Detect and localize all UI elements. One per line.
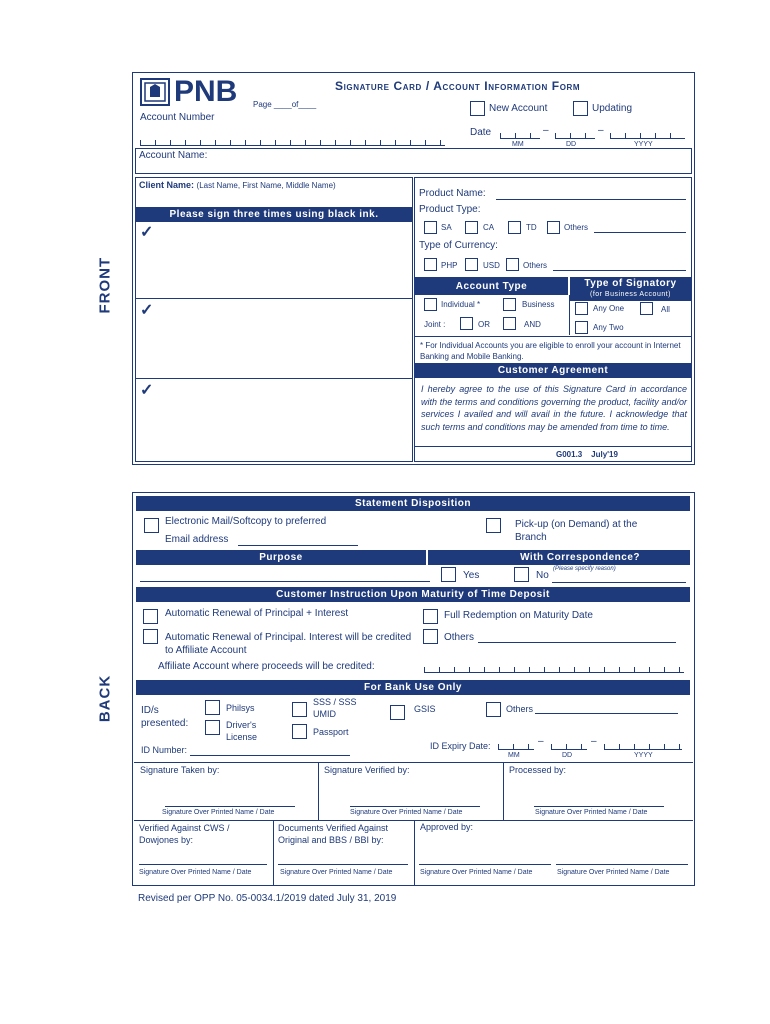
id-expiry-dd-field[interactable]: [551, 744, 587, 750]
revision-note: Revised per OPP No. 05-0034.1/2019 dated July 31, 2019: [138, 893, 397, 904]
signature-verified-label: Signature Verified by:: [324, 765, 410, 775]
signature-1-check-icon: ✓: [140, 224, 154, 241]
currency-php-checkbox[interactable]: [424, 258, 437, 271]
affiliate-account-label: Affiliate Account where proceeds will be credited:: [158, 661, 375, 672]
philsys-label: Philsys: [226, 703, 255, 713]
processed-by-label: Processed by:: [509, 765, 567, 775]
new-account-checkbox[interactable]: [470, 101, 485, 116]
joint-and-label: AND: [524, 320, 541, 329]
approved-caption-1: Signature Over Printed Name / Date: [420, 869, 533, 876]
maturity-others-checkbox[interactable]: [423, 629, 438, 644]
joint-label: Joint :: [424, 320, 446, 329]
docs-verified-label: Documents Verified Against Original and BBS / BBI by:: [278, 823, 389, 845]
auto-renewal-checkbox[interactable]: [143, 609, 158, 624]
processed-line[interactable]: [534, 806, 664, 807]
id-expiry-dash: –: [538, 736, 544, 747]
docs-caption: Signature Over Printed Name / Date: [280, 869, 393, 876]
statement-disposition-header: Statement Disposition: [136, 496, 690, 511]
date-dd-caption: DD: [566, 141, 577, 148]
docs-line[interactable]: [278, 864, 408, 865]
pnb-logo-text: PNB: [174, 75, 238, 108]
correspondence-header: With Correspondence?: [428, 550, 690, 565]
sig-verified-line[interactable]: [350, 806, 480, 807]
id-expiry-yyyy-caption: YYYY: [634, 752, 653, 759]
date-dd-field[interactable]: [555, 133, 595, 139]
form-code: G001.3 July'19: [556, 450, 618, 459]
approved-by-label: Approved by:: [420, 822, 474, 832]
id-expiry-dash: –: [591, 736, 597, 747]
account-type-divider: [415, 336, 691, 337]
maturity-others-label: Others: [444, 632, 475, 643]
product-name-field[interactable]: [496, 199, 686, 200]
account-name-label: Account Name:: [139, 150, 208, 161]
maturity-others-field[interactable]: [478, 642, 676, 643]
email-address-field[interactable]: [238, 545, 358, 546]
id-expiry-dd-caption: DD: [562, 752, 573, 759]
form-title: Signature Card / Account Information Form: [335, 79, 581, 93]
signature-2-check-icon: ✓: [140, 302, 154, 319]
id-expiry-label: ID Expiry Date:: [430, 741, 491, 751]
pickup-checkbox[interactable]: [486, 518, 501, 533]
product-others-label: Others: [564, 223, 589, 232]
bank-use-header: For Bank Use Only: [136, 680, 690, 695]
grid-vline: [503, 762, 504, 820]
email-checkbox[interactable]: [144, 518, 159, 533]
correspondence-yes-checkbox[interactable]: [441, 567, 456, 582]
date-dash: –: [598, 125, 604, 136]
internet-banking-note: * For Individual Accounts you are eligible to enroll your account in Internet Banking and Mobile Banking.: [420, 341, 681, 361]
currency-usd-label: USD: [483, 261, 500, 270]
account-name-field[interactable]: [135, 148, 692, 174]
approved-line-1[interactable]: [419, 864, 551, 865]
date-yyyy-caption: YYYY: [634, 141, 653, 148]
customer-agreement-text: I hereby agree to the use of this Signature Card in accordance with the terms and conditions governing the product, facility and/or services I availed and will avail in the future. I acknowledge that such terms and conditions may be amended from time to time.: [421, 384, 687, 432]
drivers-license-label: Driver's License: [226, 720, 258, 742]
id-number-label: ID Number:: [141, 745, 188, 755]
agreement-divider: [415, 446, 691, 447]
approved-caption-2: Signature Over Printed Name / Date: [557, 869, 670, 876]
currency-php-label: PHP: [441, 261, 458, 270]
purpose-header: Purpose: [136, 550, 426, 565]
pnb-emblem-icon: [140, 78, 170, 106]
correspondence-no-label: No: [536, 570, 549, 581]
pnb-logo: [140, 75, 238, 108]
id-others-label: Others: [506, 704, 534, 714]
joint-and-checkbox[interactable]: [503, 317, 516, 330]
cws-caption: Signature Over Printed Name / Date: [139, 869, 252, 876]
processed-caption: Signature Over Printed Name / Date: [535, 809, 648, 816]
signature-divider: [136, 378, 412, 379]
page-number: Page ____of____: [253, 100, 317, 109]
full-redemption-label: Full Redemption on Maturity Date: [444, 610, 593, 621]
date-mm-caption: MM: [512, 141, 524, 148]
cws-line[interactable]: [139, 864, 267, 865]
product-ca-label: CA: [483, 223, 495, 232]
approved-line-2[interactable]: [556, 864, 688, 865]
all-label: All: [661, 305, 670, 314]
product-name-label: Product Name:: [419, 188, 486, 199]
purpose-field[interactable]: [140, 581, 430, 582]
joint-or-label: OR: [478, 320, 490, 329]
currency-others-field[interactable]: [553, 270, 686, 271]
signatory-divider: [569, 295, 570, 335]
auto-renewal-principal-checkbox[interactable]: [143, 629, 158, 644]
date-dash: –: [543, 125, 549, 136]
grid-vline: [318, 762, 319, 820]
gsis-label: GSIS: [414, 704, 436, 714]
product-sa-checkbox[interactable]: [424, 221, 437, 234]
grid-vline: [273, 820, 274, 886]
full-redemption-checkbox[interactable]: [423, 609, 438, 624]
any-two-checkbox[interactable]: [575, 321, 588, 334]
new-account-label: New Account: [489, 103, 548, 114]
currency-others-checkbox[interactable]: [506, 258, 519, 271]
date-yyyy-field[interactable]: [610, 133, 685, 139]
verified-cws-label: Verified Against CWS / Dowjones by:: [139, 823, 230, 845]
date-label: Date: [470, 127, 492, 138]
sig-verified-caption: Signature Over Printed Name / Date: [350, 809, 463, 816]
correspondence-reason-field[interactable]: [552, 582, 686, 583]
passport-label: Passport: [313, 727, 349, 737]
any-one-label: Any One: [593, 304, 625, 313]
back-side-label: BACK: [96, 674, 114, 723]
sss-label: SSS / SSS UMID: [313, 697, 357, 719]
signatory-header-title: Type of Signatory: [584, 278, 677, 289]
id-others-checkbox[interactable]: [486, 702, 501, 717]
philsys-checkbox[interactable]: [205, 700, 220, 715]
date-mm-field[interactable]: [500, 133, 540, 139]
signature-3-check-icon: ✓: [140, 382, 154, 399]
grid-vline: [414, 820, 415, 886]
all-checkbox[interactable]: [640, 302, 653, 315]
id-expiry-mm-field[interactable]: [498, 744, 534, 750]
sign-instruction-bar: Please sign three times using black ink.: [136, 207, 412, 222]
currency-usd-checkbox[interactable]: [465, 258, 478, 271]
id-expiry-mm-caption: MM: [508, 752, 520, 759]
individual-checkbox[interactable]: [424, 298, 437, 311]
account-number-label: Account Number: [140, 112, 215, 123]
individual-label: Individual *: [441, 300, 481, 309]
id-expiry-yyyy-field[interactable]: [604, 744, 682, 750]
updating-label: Updating: [592, 103, 633, 114]
business-checkbox[interactable]: [503, 298, 516, 311]
gsis-checkbox[interactable]: [390, 705, 405, 720]
account-number-field[interactable]: [140, 140, 445, 146]
product-type-label: Product Type:: [419, 204, 481, 215]
product-td-label: TD: [526, 223, 537, 232]
id-others-field[interactable]: [535, 713, 678, 714]
front-side-label: FRONT: [96, 256, 114, 314]
currency-label: Type of Currency:: [419, 240, 498, 251]
account-type-header: Account Type: [415, 277, 568, 295]
id-number-field[interactable]: [190, 755, 350, 756]
product-others-checkbox[interactable]: [547, 221, 560, 234]
email-address-label: Email address: [165, 534, 229, 545]
sss-checkbox[interactable]: [292, 702, 307, 717]
drivers-license-checkbox[interactable]: [205, 720, 220, 735]
passport-checkbox[interactable]: [292, 724, 307, 739]
sig-taken-line[interactable]: [165, 806, 295, 807]
signature-taken-label: Signature Taken by:: [140, 765, 220, 775]
auto-renewal-principal-label: Automatic Renewal of Principal. Interest will be credited to Affiliate Account: [165, 632, 412, 656]
client-name-label: Client Name: (Last Name, First Name, Middle Name): [139, 180, 336, 190]
please-specify-note: (Please specify reason): [553, 566, 616, 572]
affiliate-account-field[interactable]: [424, 667, 684, 673]
product-sa-label: SA: [441, 223, 452, 232]
currency-others-label: Others: [523, 261, 548, 270]
customer-agreement-header: Customer Agreement: [415, 363, 691, 378]
product-td-checkbox[interactable]: [508, 221, 521, 234]
signatory-header-sub: (for Business Account): [589, 291, 672, 298]
grid-top-line: [134, 762, 693, 763]
email-option-label: Electronic Mail/Softcopy to preferred: [165, 516, 327, 527]
updating-checkbox[interactable]: [573, 101, 588, 116]
sig-taken-caption: Signature Over Printed Name / Date: [162, 809, 275, 816]
any-one-checkbox[interactable]: [575, 302, 588, 315]
correspondence-yes-label: Yes: [463, 570, 480, 581]
any-two-label: Any Two: [593, 323, 624, 332]
product-ca-checkbox[interactable]: [465, 221, 478, 234]
ids-presented-label: ID/s presented:: [141, 705, 189, 729]
auto-renewal-label: Automatic Renewal of Principal + Interest: [165, 608, 349, 619]
signatory-header: [570, 277, 691, 301]
signature-divider: [136, 298, 412, 299]
product-others-field[interactable]: [594, 232, 686, 233]
joint-or-checkbox[interactable]: [460, 317, 473, 330]
correspondence-no-checkbox[interactable]: [514, 567, 529, 582]
pickup-option-label: Pick-up (on Demand) at the Branch: [515, 519, 638, 543]
maturity-header: Customer Instruction Upon Maturity of Time Deposit: [136, 587, 690, 602]
business-label: Business: [522, 300, 555, 309]
